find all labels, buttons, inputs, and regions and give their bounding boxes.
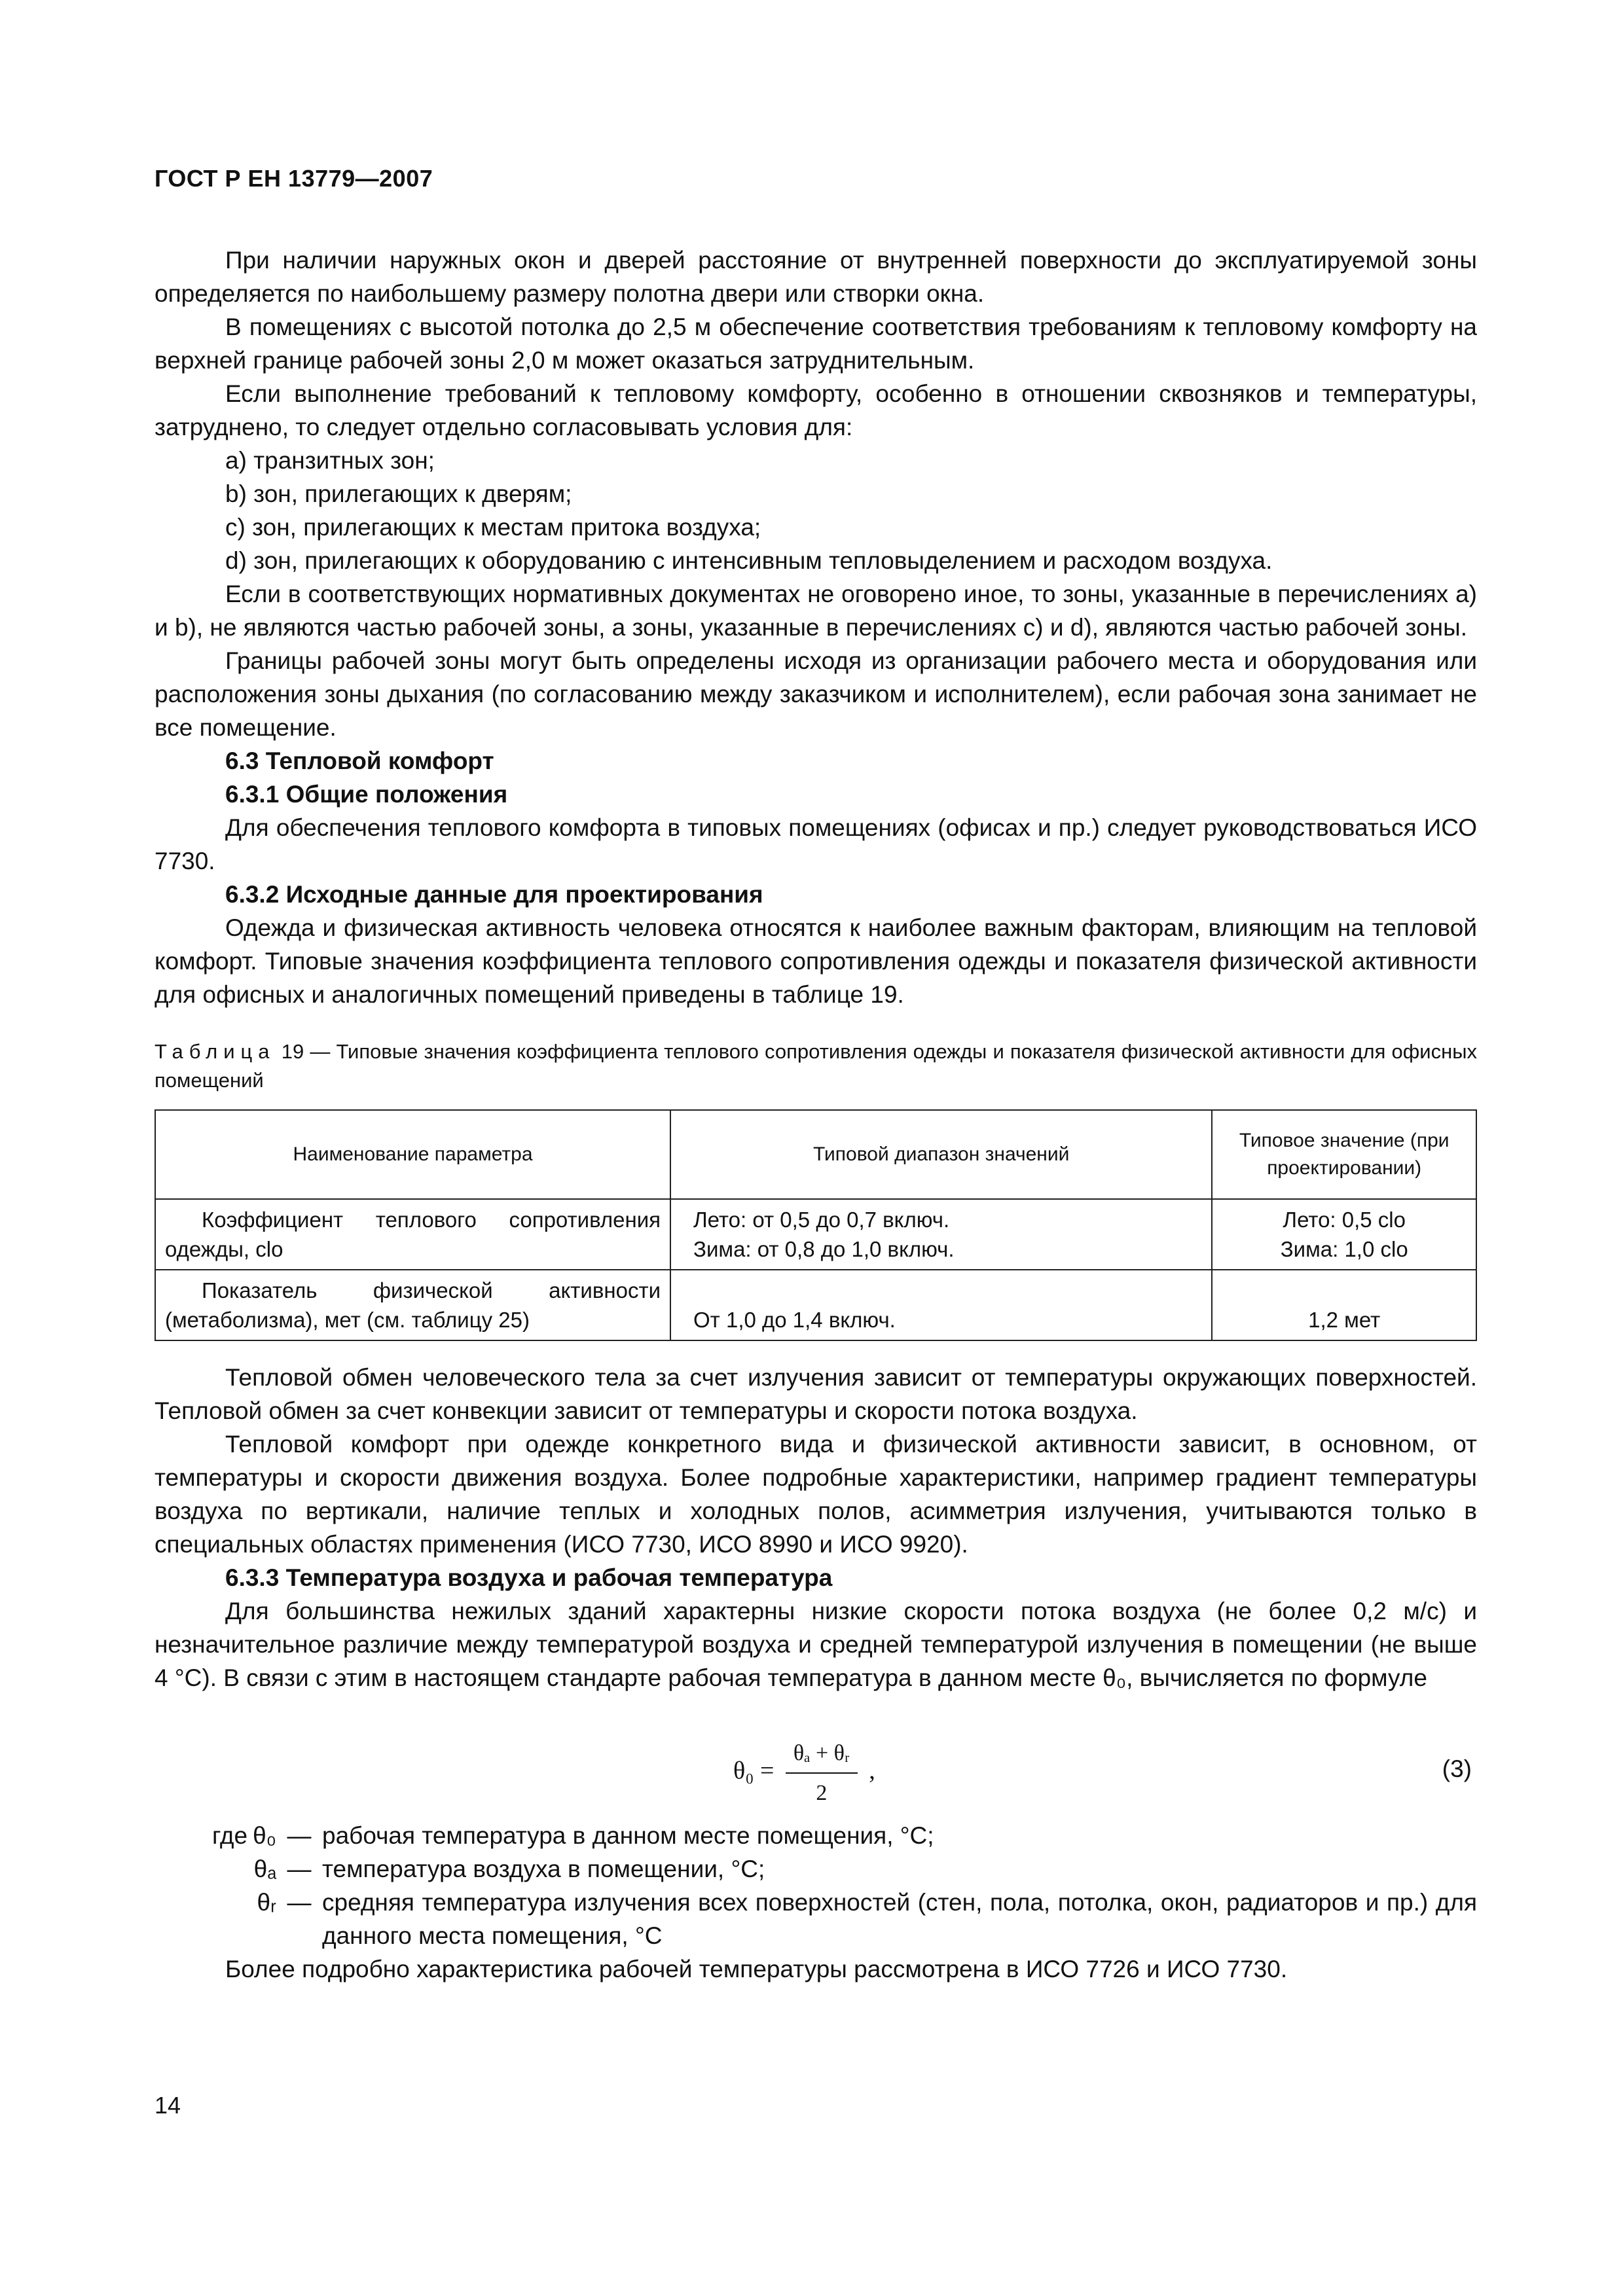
definition-text: температура воздуха в помещении, °C; xyxy=(322,1856,765,1882)
paragraph: Границы рабочей зоны могут быть определены исходя из организации рабочего места и оборудования или расположения зоны дыхания (по согласованию между заказчиком и исполнителем), если рабочая зона занимает не все помещение. xyxy=(155,647,1477,741)
definition-row xyxy=(155,1819,1477,1852)
range-winter: Зима: от 0,8 до 1,0 включ. xyxy=(693,1237,955,1261)
document-header: ГОСТ Р ЕН 13779—2007 xyxy=(155,165,433,192)
paragraph: В помещениях с высотой потолка до 2,5 м обеспечение соответствия требованиям к тепловому комфорту на верхней границе рабочей зоны 2,0 м может оказаться затруднительным. xyxy=(155,314,1477,374)
paragraph: Более подробно характеристика рабочей температуры рассмотрена в ИСО 7726 и ИСО 7730. xyxy=(225,1956,1288,1982)
subsection-heading: 6.3.2 Исходные данные для проектирования xyxy=(225,881,763,908)
list-item: a) транзитных зон; xyxy=(225,447,435,474)
formula-fraction xyxy=(786,1736,858,1810)
formula-trail: , xyxy=(869,1757,875,1785)
value-summer: Лето: 0,5 clo xyxy=(1283,1208,1406,1232)
paragraph: Для большинства нежилых зданий характерны низкие скорости потока воздуха (не более 0,2 м/с) и незначительное различие между температурой воздуха и средней температурой излучения в помещении (не выше 4 °C). В связи с этим в настоящем стандарте рабочая температура в данном месте θ₀, вычисляется по формуле xyxy=(155,1598,1477,1691)
table-header-row xyxy=(155,1110,1476,1199)
table-cell-range xyxy=(670,1199,1212,1270)
section-heading: 6.3 Тепловой комфорт xyxy=(225,747,494,774)
paragraph: Для обеспечения теплового комфорта в типовых помещениях (офисах и пр.) следует руководствоваться ИСО 7730. xyxy=(155,814,1477,874)
definition-row xyxy=(155,1886,1477,1952)
table-cell-name: Показатель физической активности (метаболизма), мет (см. таблицу 25) xyxy=(155,1270,670,1340)
paragraph: Одежда и физическая активность человека относятся к наиболее важным факторам, влияющим на тепловой комфорт. Типовые значения коэффициента теплового сопротивления одежды и показателя физической активности для офисных и аналогичных помещений приведены в таблице 19. xyxy=(155,914,1477,1008)
formula-lhs: θ₀ = xyxy=(733,1757,775,1785)
paragraph: При наличии наружных окон и дверей расстояние от внутренней поверхности до эксплуатируемой зоны определяется по наибольшему размеру полотна двери или створки окна. xyxy=(155,247,1477,307)
list-item: d) зон, прилегающих к оборудованию с интенсивным тепловыделением и расходом воздуха. xyxy=(225,547,1273,574)
formula-denominator: 2 xyxy=(816,1781,828,1805)
table-cell-name: Коэффициент теплового сопротивления одежды, clo xyxy=(155,1199,670,1270)
table-cell-value xyxy=(1212,1199,1476,1270)
definition-dash: — xyxy=(287,1822,312,1849)
list-item: b) зон, прилегающих к дверям; xyxy=(225,480,572,507)
table-cell-value: 1,2 мет xyxy=(1212,1270,1476,1340)
definition-dash: — xyxy=(287,1889,312,1916)
table-cell-range: От 1,0 до 1,4 включ. xyxy=(670,1270,1212,1340)
table-header-cell: Наименование параметра xyxy=(155,1110,670,1199)
paragraph: Если выполнение требований к тепловому комфорту, особенно в отношении сквозняков и температуры, затруднено, то следует отдельно согласовывать условия для: xyxy=(155,380,1477,440)
table-row xyxy=(155,1270,1476,1340)
table-caption xyxy=(155,1037,1477,1095)
formula-expression xyxy=(733,1736,875,1810)
table-header-cell: Типовое значение (при проектировании) xyxy=(1212,1110,1476,1199)
formula-numerator: θₐ + θᵣ xyxy=(786,1736,858,1774)
value-winter: Зима: 1,0 clo xyxy=(1280,1237,1408,1261)
table-19 xyxy=(155,1109,1477,1341)
definition-symbol: θᵣ xyxy=(257,1889,276,1916)
formula-3 xyxy=(155,1714,1477,1806)
subsection-heading: 6.3.1 Общие положения xyxy=(225,781,508,808)
table-row xyxy=(155,1199,1476,1270)
table-caption-text: 19 — Типовые значения коэффициента теплового сопротивления одежды и показателя физической активности для офисных помещений xyxy=(155,1040,1477,1092)
formula-number: (3) xyxy=(1442,1755,1472,1782)
where-prefix: где xyxy=(212,1822,248,1849)
definition-dash: — xyxy=(287,1856,312,1882)
paragraph: Тепловой комфорт при одежде конкретного вида и физической активности зависит, в основном, от температуры и скорости движения воздуха. Более подробные характеристики, например градиент температуры воздуха по вертикали, наличие теплых и холодных полов, асимметрия излучения, учитываются только в специальных областях применения (ИСО 7730, ИСО 8990 и ИСО 9920). xyxy=(155,1431,1477,1558)
document-body xyxy=(155,243,1477,1986)
range-summer: Лето: от 0,5 до 0,7 включ. xyxy=(693,1208,950,1232)
symbol-definitions xyxy=(155,1819,1477,1952)
paragraph: Если в соответствующих нормативных документах не оговорено иное, то зоны, указанные в перечислениях a) и b), не являются частью рабочей зоны, а зоны, указанные в перечислениях c) и d), являются частью рабочей зоны. xyxy=(155,581,1477,641)
page-number: 14 xyxy=(155,2092,181,2119)
paragraph: Тепловой обмен человеческого тела за счет излучения зависит от температуры окружающих поверхностей. Тепловой обмен за счет конвекции зависит от температуры и скорости потока воздуха. xyxy=(155,1364,1477,1424)
definition-text: средняя температура излучения всех поверхностей (стен, пола, потолка, окон, радиаторов и пр.) для данного места помещения, °C xyxy=(322,1889,1477,1949)
definition-symbol: θₐ xyxy=(253,1856,276,1882)
definition-symbol: θ₀ xyxy=(253,1822,276,1849)
definition-row xyxy=(155,1852,1477,1886)
subsection-heading: 6.3.3 Температура воздуха и рабочая температура xyxy=(225,1564,833,1591)
table-header-cell: Типовой диапазон значений xyxy=(670,1110,1212,1199)
list-item: c) зон, прилегающих к местам притока воздуха; xyxy=(225,514,761,541)
definition-text: рабочая температура в данном месте помещения, °C; xyxy=(322,1822,934,1849)
table-caption-label: Таблица xyxy=(155,1040,276,1063)
